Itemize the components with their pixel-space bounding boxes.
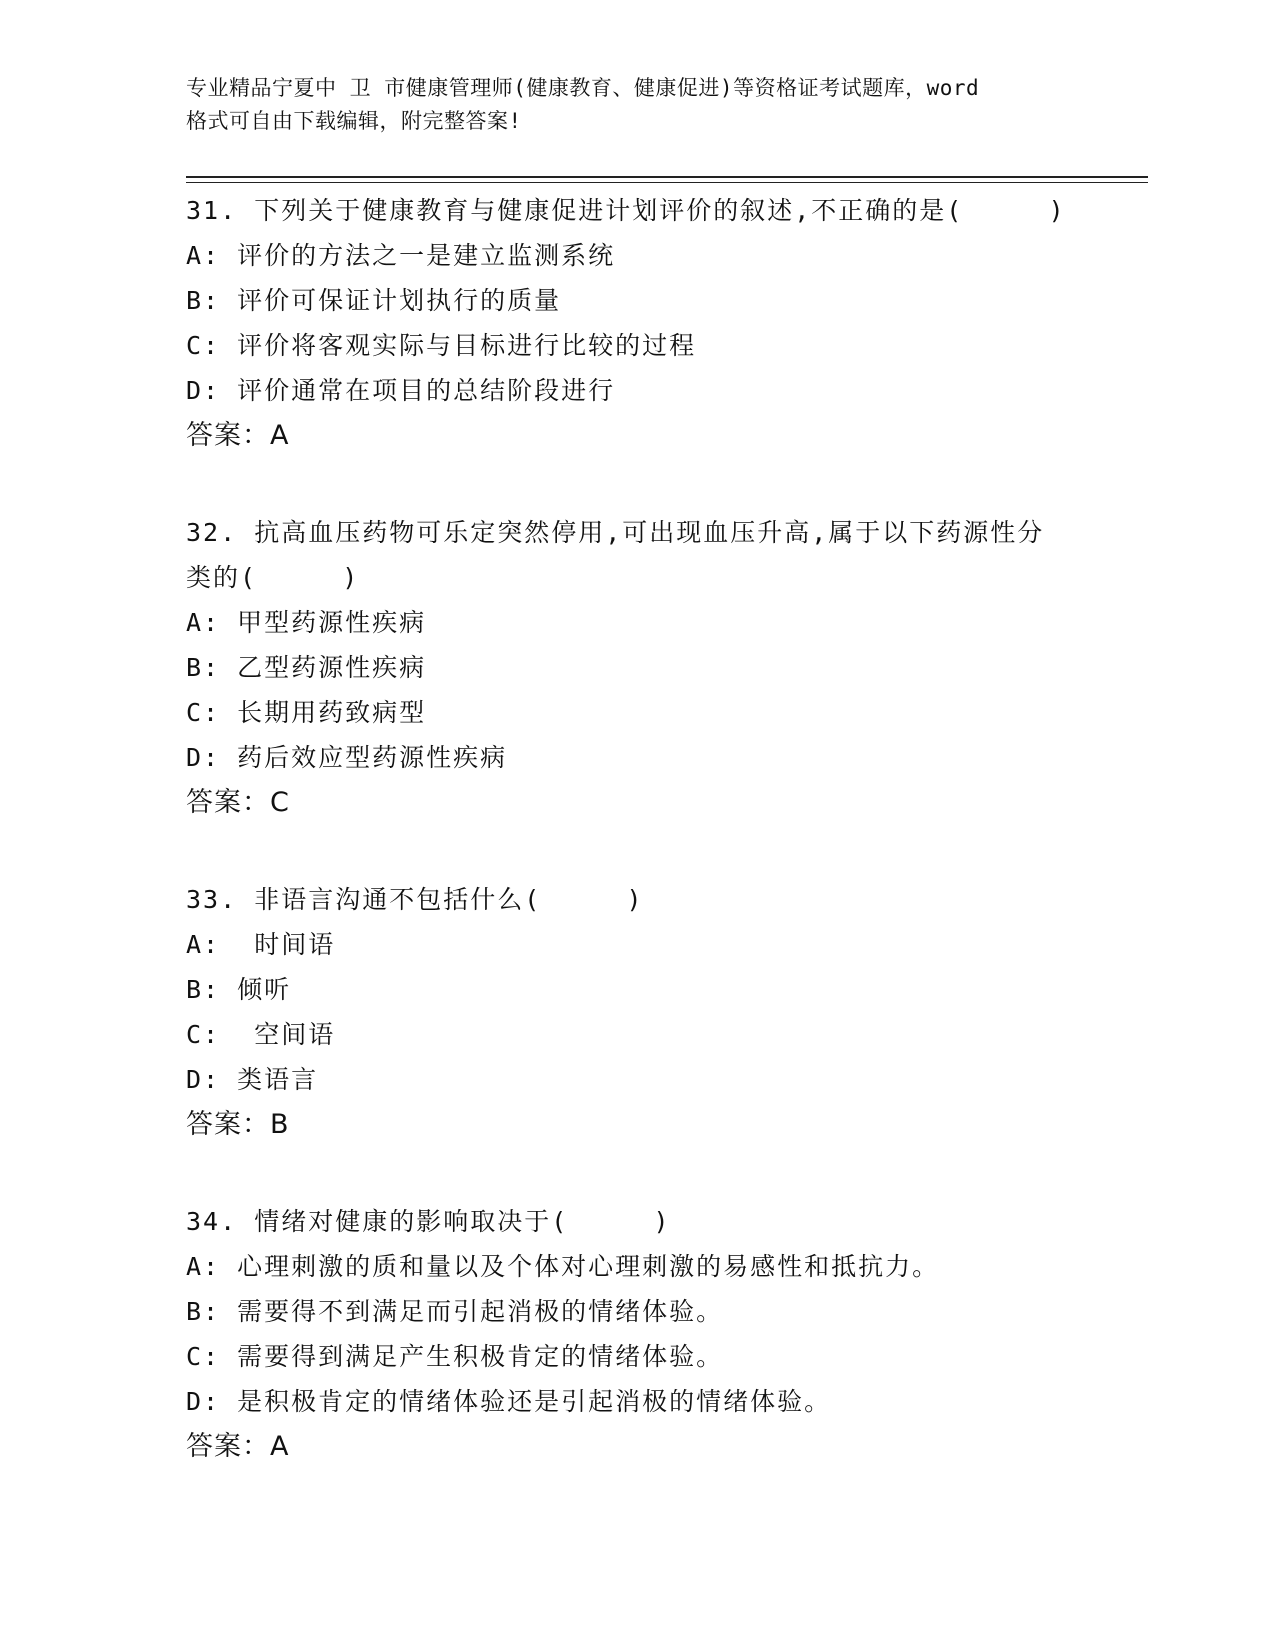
option-a: A: 时间语 xyxy=(186,930,336,959)
question-text: 32. 抗高血压药物可乐定突然停用,可出现血压升高,属于以下药源性分类的( ) xyxy=(186,518,1045,592)
answer: 答案：A xyxy=(186,1431,290,1462)
option-c: C: 需要得到满足产生积极肯定的情绪体验。 xyxy=(186,1342,724,1371)
option-b: B: 需要得不到满足而引起消极的情绪体验。 xyxy=(186,1297,724,1326)
document-header xyxy=(186,72,1086,138)
option-a: A: 心理刺激的质和量以及个体对心理刺激的易感性和抵抗力。 xyxy=(186,1252,940,1281)
option-d: D: 类语言 xyxy=(186,1065,319,1094)
question-32 xyxy=(186,510,1086,825)
option-c: C: 长期用药致病型 xyxy=(186,698,427,727)
question-33 xyxy=(186,877,1086,1147)
question-text: 31. 下列关于健康教育与健康促进计划评价的叙述,不正确的是( ) xyxy=(186,196,1066,225)
header-line-1: 专业精品宁夏中 卫 市健康管理师(健康教育、健康促进)等资格证考试题库，word xyxy=(186,76,980,100)
header-divider-thick xyxy=(186,176,1148,178)
option-c: C: 空间语 xyxy=(186,1020,336,1049)
question-list xyxy=(186,188,1086,1521)
answer: 答案：C xyxy=(186,787,290,818)
answer: 答案：B xyxy=(186,1109,290,1140)
question-text: 33. 非语言沟通不包括什么( ) xyxy=(186,885,644,914)
answer: 答案：A xyxy=(186,420,290,451)
option-c: C: 评价将客观实际与目标进行比较的过程 xyxy=(186,331,697,360)
option-b: B: 倾听 xyxy=(186,975,292,1004)
question-31 xyxy=(186,188,1086,458)
question-34 xyxy=(186,1199,1086,1469)
option-b: B: 乙型药源性疾病 xyxy=(186,653,427,682)
header-divider-thin xyxy=(186,182,1148,183)
option-a: A: 甲型药源性疾病 xyxy=(186,608,427,637)
header-line-2: 格式可自由下载编辑，附完整答案! xyxy=(186,109,522,133)
option-d: D: 药后效应型药源性疾病 xyxy=(186,743,508,772)
option-b: B: 评价可保证计划执行的质量 xyxy=(186,286,562,315)
option-d: D: 是积极肯定的情绪体验还是引起消极的情绪体验。 xyxy=(186,1387,832,1416)
option-d: D: 评价通常在项目的总结阶段进行 xyxy=(186,376,616,405)
option-a: A: 评价的方法之一是建立监测系统 xyxy=(186,241,616,270)
question-text: 34. 情绪对健康的影响取决于( ) xyxy=(186,1207,671,1236)
